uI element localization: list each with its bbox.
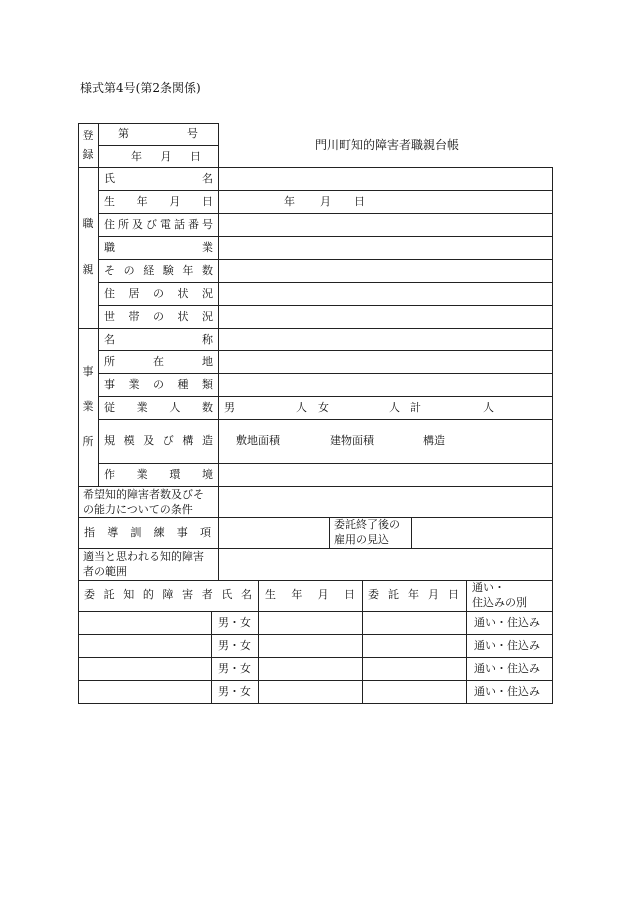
rule	[98, 213, 553, 214]
rule	[98, 396, 553, 397]
rule	[98, 463, 553, 464]
scale-building-area: 建物面積	[330, 434, 374, 447]
employment-outlook-label	[334, 517, 400, 547]
jigyousho-row-business-type: 事 業 の 種 類	[104, 378, 213, 391]
jigyousho-label-3: 所	[82, 435, 94, 448]
birth-year-unit: 年	[284, 195, 295, 208]
form-title: 門川町知的障害者職親台帳	[315, 138, 460, 152]
rule	[78, 634, 553, 635]
header-entrust-date: 委 託 年 月 日	[368, 588, 459, 601]
rule	[98, 282, 553, 283]
rule	[78, 123, 219, 124]
rule	[98, 123, 99, 486]
rule	[78, 328, 553, 329]
header-residence-type-line-1: 通い・	[472, 581, 505, 594]
rule	[98, 259, 553, 260]
desired-line-2: の能力についての条件	[83, 503, 193, 516]
employment-outlook-line-2: 雇用の見込	[334, 533, 389, 546]
shokuoya-row-occupation: 職 業	[104, 241, 213, 254]
workers-unit-3: 人	[483, 401, 494, 414]
desired-line-1: 希望知的障害者数及びそ	[83, 488, 204, 501]
residence-option: 通い・住込み	[474, 685, 540, 698]
rule	[98, 236, 553, 237]
employment-outlook-line-1: 委託終了後の	[334, 518, 400, 531]
form-number: 様式第4号(第2条関係)	[80, 81, 201, 95]
rule	[98, 350, 553, 351]
shokuoya-label-bottom: 親	[82, 263, 94, 276]
rule	[78, 680, 553, 681]
rule	[98, 190, 553, 191]
rule	[466, 580, 467, 704]
sex-option: 男・女	[218, 639, 251, 652]
rule	[78, 703, 553, 704]
sex-option: 男・女	[218, 662, 251, 675]
registration-date-label: 年 月 日	[131, 150, 201, 163]
birth-day-unit: 日	[354, 195, 365, 208]
scale-site-area: 敷地面積	[236, 434, 280, 447]
rule	[98, 373, 553, 374]
workers-unit-1: 人	[296, 401, 307, 414]
jigyousho-row-name: 名 称	[104, 333, 213, 346]
rule	[78, 657, 553, 658]
rule	[552, 167, 553, 704]
header-birth-date: 生 年 月 日	[265, 588, 355, 601]
suitable-range-label	[83, 549, 204, 579]
rule	[98, 305, 553, 306]
workers-total: 計	[410, 401, 421, 414]
residence-option: 通い・住込み	[474, 639, 540, 652]
rule	[218, 123, 219, 581]
workers-unit-2: 人	[389, 401, 400, 414]
header-entrusted-name: 委 託 知 的 障 害 者 氏 名	[84, 588, 252, 601]
rule	[78, 517, 553, 518]
jigyousho-label-2: 業	[82, 400, 94, 413]
guidance-label: 指 導 訓 練 事 項	[84, 526, 211, 539]
desired-conditions-label	[83, 487, 204, 517]
rule	[78, 611, 553, 612]
header-residence-type	[472, 580, 527, 610]
registration-label-bottom: 録	[82, 148, 94, 161]
jigyousho-row-scale: 規 模 及 び 構 造	[104, 434, 213, 447]
rule	[362, 580, 363, 704]
rule	[258, 580, 259, 704]
rule	[78, 123, 79, 704]
sex-option: 男・女	[218, 685, 251, 698]
header-residence-type-line-2: 住込みの別	[472, 596, 527, 609]
shokuoya-row-birth: 生 年 月 日	[104, 195, 213, 208]
shokuoya-row-name: 氏 名	[104, 172, 213, 185]
shokuoya-row-address: 住 所 及 び 電 話 番 号	[104, 218, 213, 231]
shokuoya-row-experience: そ の 経 験 年 数	[104, 264, 213, 277]
sex-option: 男・女	[218, 616, 251, 629]
jigyousho-label-1: 事	[82, 365, 94, 378]
scale-structure: 構造	[423, 434, 445, 447]
registration-number-label: 第 号	[118, 127, 198, 140]
shokuoya-label-top: 職	[82, 217, 94, 230]
jigyousho-row-environment: 作 業 環 境	[104, 468, 213, 481]
shokuoya-row-household: 世 帯 の 状 況	[104, 310, 213, 323]
shokuoya-row-housing: 住 居 の 状 況	[104, 287, 213, 300]
rule	[98, 419, 553, 420]
residence-option: 通い・住込み	[474, 616, 540, 629]
rule	[211, 611, 212, 704]
jigyousho-row-location: 所 在 地	[104, 355, 213, 368]
suitable-line-2: 者の範囲	[83, 565, 127, 578]
suitable-line-1: 適当と思われる知的障害	[83, 550, 204, 563]
rule	[329, 517, 330, 549]
jigyousho-row-workers: 従 業 人 数	[104, 401, 213, 414]
workers-male: 男	[224, 401, 235, 414]
rule	[411, 517, 412, 549]
registration-label-top: 登	[82, 129, 94, 142]
residence-option: 通い・住込み	[474, 662, 540, 675]
rule	[78, 167, 553, 168]
birth-month-unit: 月	[320, 195, 331, 208]
rule	[98, 145, 219, 146]
workers-female: 女	[318, 401, 329, 414]
